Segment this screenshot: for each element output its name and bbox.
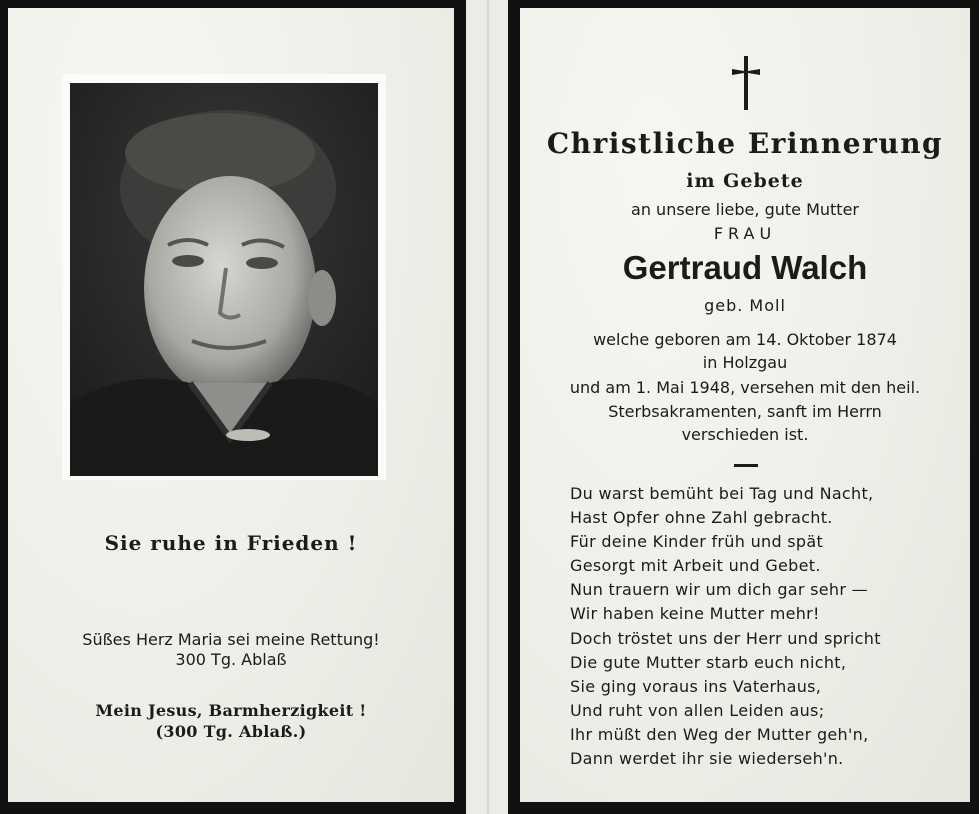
poem-line: Du warst bemüht bei Tag und Nacht, [570, 484, 874, 503]
poem-line: Die gute Mutter starb euch nicht, [570, 652, 847, 672]
deceased-name: Gertraud Walch [622, 249, 868, 286]
prayer-2-line-2: (300 Tg. Ablaß.) [155, 722, 307, 741]
honorific: FRAU [713, 224, 777, 243]
bio-line: in Holzgau [702, 353, 788, 372]
heading: Christliche Erinnerung [546, 127, 944, 160]
bio-line: welche geboren am 14. Oktober 1874 [593, 330, 897, 349]
divider-dash [734, 464, 758, 467]
rest-in-peace-caption: Sie ruhe in Frieden ! [104, 531, 358, 555]
dedication: an unsere liebe, gute Mutter [631, 200, 859, 219]
bio-line: Sterbsakramenten, sanft im Herrn [608, 402, 882, 421]
poem-line: Dann werdet ihr sie wiederseh'n. [570, 749, 844, 769]
poem-line: Hast Opfer ohne Zahl gebracht. [570, 508, 833, 528]
poem-line: Sie ging voraus ins Vaterhaus, [570, 676, 822, 696]
subheading: im Gebete [686, 170, 804, 192]
left-card-paper [8, 8, 454, 802]
fold-line [487, 0, 489, 814]
prayer-1-line-1: Süßes Herz Maria sei meine Rettung! [82, 630, 380, 649]
prayer-1-line-2: 300 Tg. Ablaß [175, 650, 287, 669]
cross-icon [730, 54, 762, 112]
right-card-paper [520, 8, 970, 802]
right-card [508, 0, 979, 814]
portrait-photo [70, 83, 378, 476]
poem [570, 482, 881, 771]
left-card [0, 0, 466, 814]
prayer-2-line-1: Mein Jesus, Barmherzigkeit ! [95, 701, 367, 720]
poem-line: Gesorgt mit Arbeit und Gebet. [570, 556, 821, 576]
photo-frame [62, 74, 386, 480]
bio-line: und am 1. Mai 1948, versehen mit den heil. [569, 378, 921, 397]
poem-line: Ihr müßt den Weg der Mutter geh'n, [570, 724, 869, 744]
portrait-image [70, 83, 378, 476]
poem-line: Doch tröstet uns der Herr und spricht [570, 628, 881, 648]
poem-line: Und ruht von allen Leiden aus; [570, 700, 825, 720]
poem-line: Nun trauern wir um dich gar sehr — [570, 580, 868, 600]
maiden-name: geb. Moll [704, 296, 786, 315]
poem-line: Für deine Kinder früh und spät [570, 532, 824, 552]
bio-line: verschieden ist. [681, 425, 809, 444]
poem-line: Wir haben keine Mutter mehr! [570, 604, 820, 624]
